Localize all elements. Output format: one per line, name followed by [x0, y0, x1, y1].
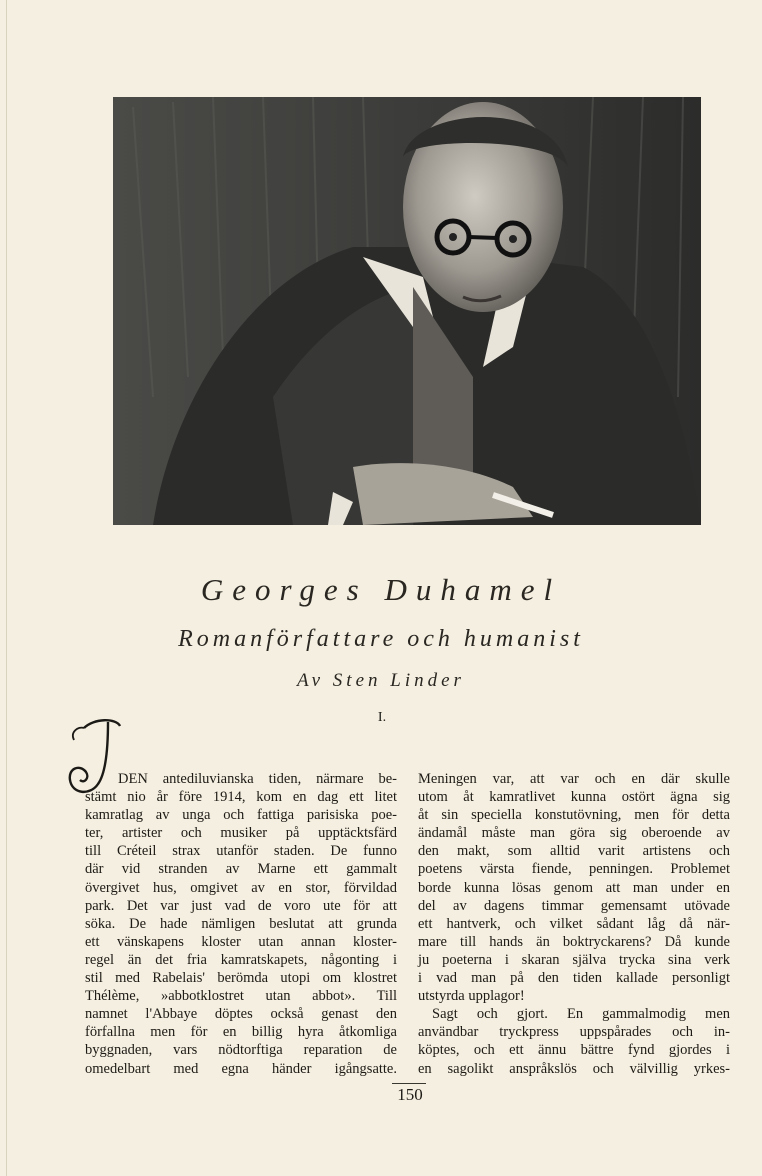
article-subtitle: Romanförfattare och humanist	[178, 626, 584, 652]
text-line: utom åt kamratlivet kunna ostört ägna sig	[418, 789, 730, 806]
article-byline: Av Sten Linder	[297, 670, 465, 691]
text-line: regel än det fria kamratskapets, någonting i	[85, 951, 397, 968]
text-line: stil med Rabelais' berömda utopi om klostret	[85, 970, 397, 987]
text-line: en sagolikt anspråkslös och välvillig yrkes-	[418, 1060, 730, 1077]
text-line: mare till hands än boktryckarens? Då kunde	[418, 933, 730, 950]
text-line: ändamål måste man göra sig oberoende av	[418, 825, 730, 842]
text-line: Meningen var, att var och en där skulle	[418, 771, 730, 787]
text-line: ju poeterna i skaran själva trycka sina verk	[418, 951, 730, 968]
text-line: den makt, som alltid varit artistens och	[418, 843, 730, 860]
text-line: ett vänskapens kloster utan annan kloster-	[85, 933, 397, 950]
left-text-column	[85, 770, 397, 1078]
text-line: kamratlag av unga och fattiga parisiska poe-	[85, 807, 397, 824]
text-line: köptes, och ett ännu bättre fynd gjordes i	[418, 1042, 730, 1059]
text-line: Sagt och gjort. En gammalmodig men	[432, 1006, 730, 1023]
text-line: poetens värsta fiende, penningen. Problemet	[418, 861, 730, 878]
section-number: I.	[377, 710, 387, 725]
text-line: omedelbart med egna händer igångsatte.	[85, 1060, 397, 1077]
page-number: 150	[397, 1085, 423, 1104]
text-line: åt sin speciella konstutövning, men för detta	[418, 807, 730, 824]
text-line: ett hantverk, och vilket sådant låg då när-	[418, 915, 730, 932]
footer-rule	[392, 1083, 426, 1084]
right-text-column	[418, 770, 730, 1078]
text-line: i vad man på den tiden kallade personligt	[418, 970, 730, 987]
portrait-illustration	[113, 97, 701, 525]
text-line: Thélème, »abbotklostret utan abbot». Till	[85, 988, 397, 1005]
text-line: till Créteil strax utanför staden. De funno	[85, 843, 397, 860]
text-line: förfallna men för en billig hyra åtkomliga	[85, 1024, 397, 1041]
text-line: ter, artister och musiker på upptäcktsfärd	[85, 825, 397, 842]
text-line: byggnaden, vars nödtorftiga reparation de	[85, 1042, 397, 1059]
text-line: utstyrda upplagor!	[418, 988, 525, 1005]
article-title: Georges Duhamel	[200, 572, 562, 607]
drop-cap-letter: I	[95, 760, 96, 761]
text-line: park. Det var just vad de voro ute för att	[85, 897, 397, 914]
text-line: användbar tryckpress uppspårades och in-	[418, 1024, 730, 1041]
text-line: där vid stranden av Marne ett gammalt	[85, 861, 397, 878]
text-line: namnet l'Abbaye döptes också genast den	[85, 1006, 397, 1023]
text-line: stämt nio år före 1914, kom en dag ett litet	[85, 789, 397, 806]
text-line: söka. De hade nämligen beslutat att grunda	[85, 915, 397, 932]
text-line: borde kunna lösas genom att man under en	[418, 879, 730, 896]
text-line: övergivet hus, omgivet av en stor, förvildad	[85, 879, 397, 896]
text-line: del av dagens timmar gemensamt utövade	[418, 897, 730, 914]
text-line: DEN antediluvianska tiden, närmare be-	[118, 771, 397, 787]
